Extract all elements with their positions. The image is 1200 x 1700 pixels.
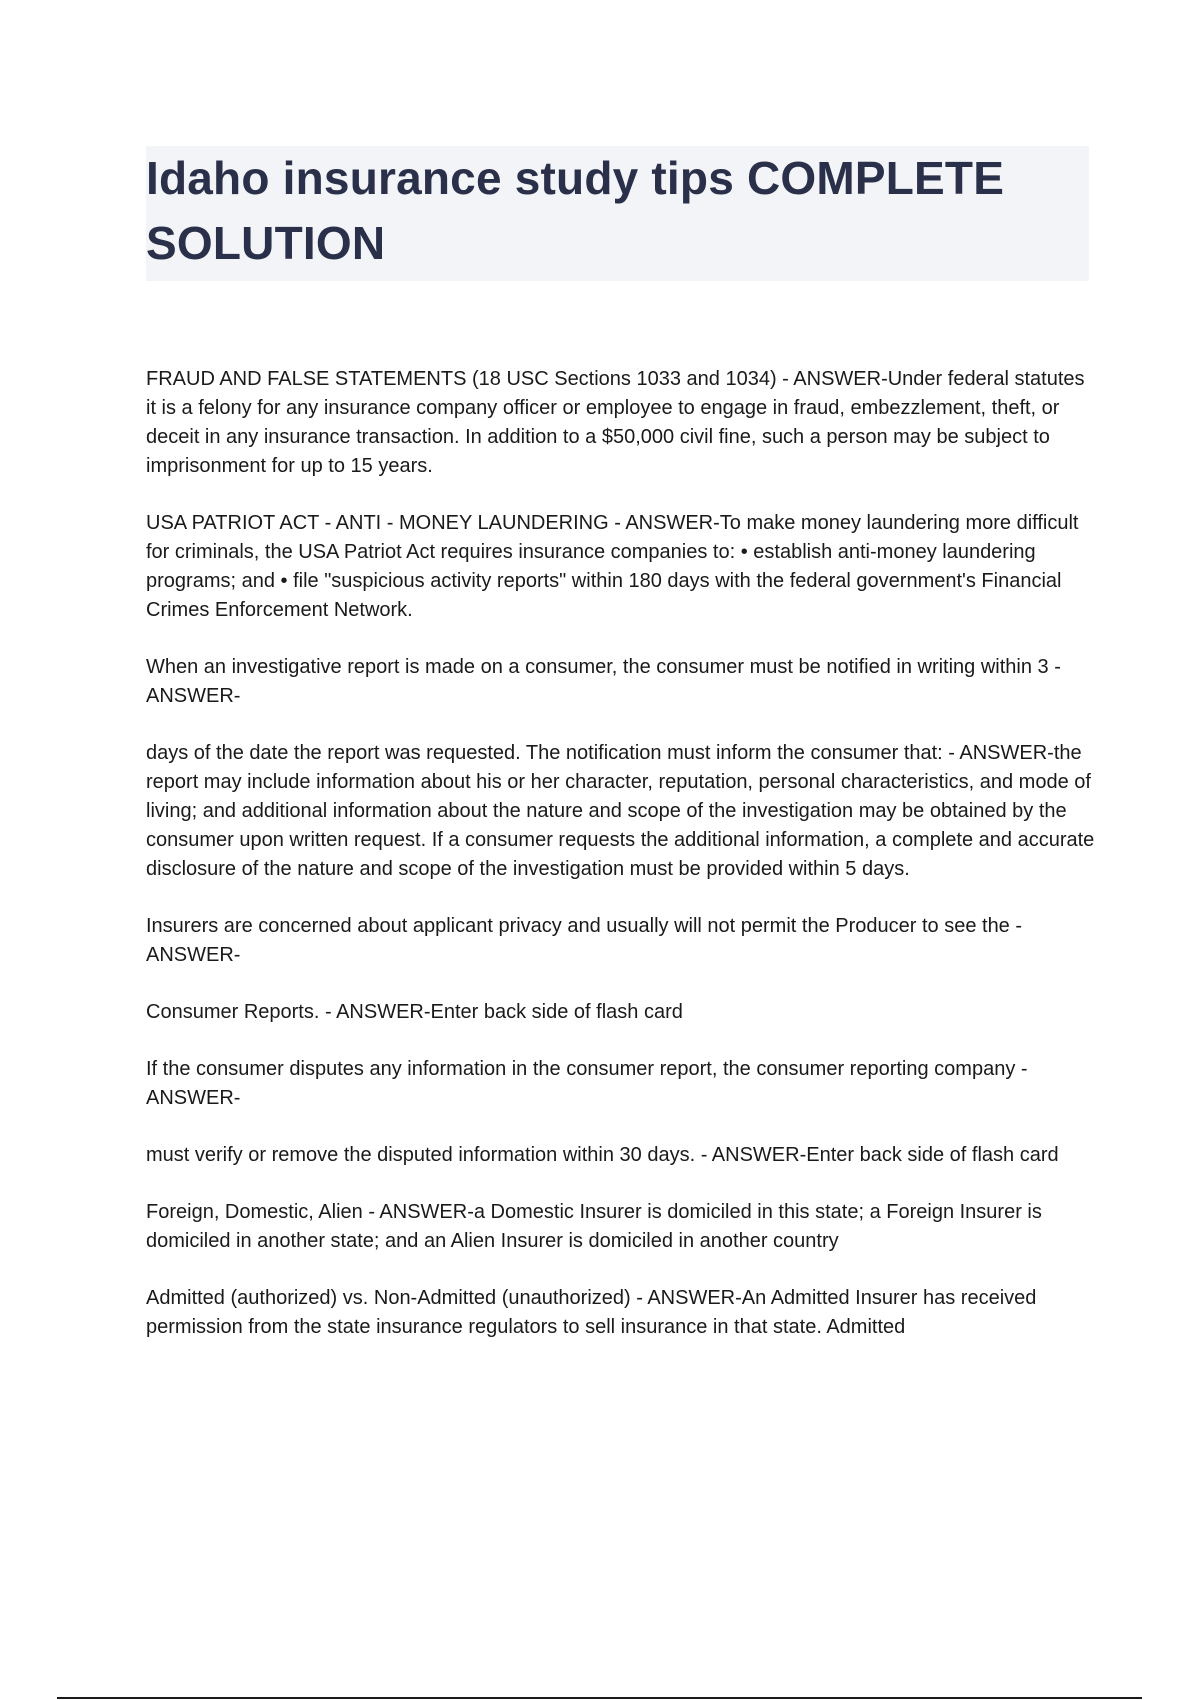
paragraph-fraud-false-statements: FRAUD AND FALSE STATEMENTS (18 USC Sections 1033 and 1034) - ANSWER-Under federal statutes it is a felony for any insurance company officer or employee to engage in fraud, embezzlement, theft, or deceit in any insurance transaction. In addition to a $50,000 civil fine, such a person may be subject to imprisonment for up to 15 years.	[146, 368, 1085, 477]
document-title: Idaho insurance study tips COMPLETE SOLUTION	[146, 152, 1005, 269]
paragraph-applicant-privacy: Insurers are concerned about applicant privacy and usually will not permit the Producer to see the - ANSWER-	[146, 915, 1023, 966]
paragraph-notification: days of the date the report was requested. The notification must inform the consumer that: - ANSWER-the report may include information about his or her character, reputation, personal characteristics, and mode of living; and additional information about the nature and scope of the investigation may be obtained by the consumer upon written request. If a consumer requests the additional information, a complete and accurate disclosure of the nature and scope of the investigation must be provided within 5 days.	[146, 742, 1095, 880]
title-banner	[146, 146, 1089, 281]
paragraph-patriot-act: USA PATRIOT ACT - ANTI - MONEY LAUNDERING - ANSWER-To make money laundering more difficult for criminals, the USA Patriot Act requires insurance companies to: • establish anti-money laundering programs; and • file "suspicious activity reports" within 180 days with the federal government's Financial Crimes Enforcement Network.	[146, 512, 1079, 621]
paragraph-consumer-disputes: If the consumer disputes any information in the consumer report, the consumer reporting company - ANSWER-	[146, 1058, 1028, 1109]
paragraph-foreign-domestic-alien: Foreign, Domestic, Alien - ANSWER-a Domestic Insurer is domiciled in this state; a Foreign Insurer is domiciled in another state; and an Alien Insurer is domiciled in another country	[146, 1201, 1042, 1252]
paragraph-admitted-non-admitted: Admitted (authorized) vs. Non-Admitted (unauthorized) - ANSWER-An Admitted Insurer has received permission from the state insurance regulators to sell insurance in that state. Admitted	[146, 1287, 1037, 1338]
paragraph-investigative-report: When an investigative report is made on a consumer, the consumer must be notified in writing within 3 - ANSWER-	[146, 656, 1061, 707]
document-body	[146, 365, 1096, 1370]
paragraph-consumer-reports: Consumer Reports. - ANSWER-Enter back side of flash card	[146, 1001, 683, 1023]
page-bottom-rule	[57, 1697, 1142, 1699]
paragraph-verify-remove: must verify or remove the disputed information within 30 days. - ANSWER-Enter back side of flash card	[146, 1144, 1059, 1166]
